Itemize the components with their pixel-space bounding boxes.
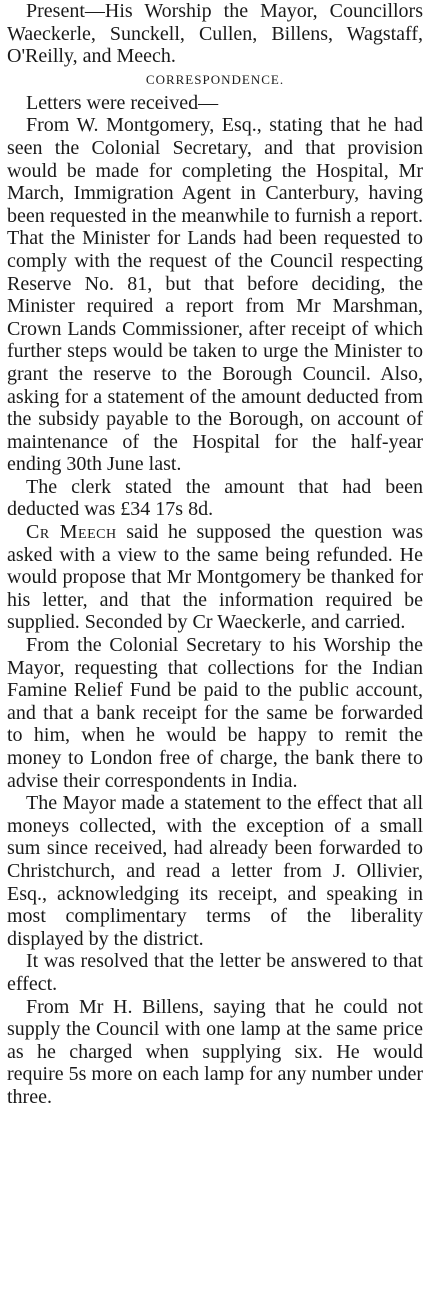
paragraph-resolution: It was resolved that the letter be answered to that effect.	[7, 950, 423, 995]
present-line: Present—His Worship the Mayor, Councillors Waeckerle, Sunckell, Cullen, Billens, Wagstaff, O'Reilly, and Meech.	[7, 0, 423, 68]
paragraph-cr-meech	[7, 521, 423, 634]
paragraph-clerk-statement: The clerk stated the amount that had been deducted was £34 17s 8d.	[7, 475, 423, 521]
paragraph-billens-letter: From Mr H. Billens, saying that he could not supply the Council with one lamp at the same price as he charged when supplying six. He would require 5s more on each lamp for any number under three.	[7, 995, 423, 1108]
paragraph-montgomery-letter: From W. Montgomery, Esq., stating that he had seen the Colonial Secretary, and that provision would be made for completing the Hospital, Mr March, Immigration Agent in Canterbury, having been requested in the meanwhile to furnish a report. That the Minister for Lands had been requested to comply with the request of the Council respecting Reserve No. 81, but that before deciding, the Minister required a report from Mr Marshman, Crown Lands Commissioner, after receipt of which further steps would be taken to urge the Minister to grant the reserve to the Borough Council. Also, asking for a statement of the amount deducted from the subsidy payable to the Borough, on account of maintenance of the Hospital for the half-year ending 30th June last.	[7, 114, 423, 476]
section-heading: CORRESPONDENCE.	[145, 71, 285, 87]
paragraph-text: said he supposed the question was asked with a view to the same being refunded. He would propose that Mr Montgomery be thanked for his letter, and that the information required be supplied. Seconded by Cr Waeckerle, and carried.	[7, 521, 423, 634]
paragraph-mayor-statement: The Mayor made a statement to the effect that all moneys collected, with the exception of a small sum since received, had already been forwarded to Christchurch, and read a letter from J. Ollivier, Esq., acknowledging its receipt, and speaking in most complimentary terms of the liberality displayed by the district.	[7, 792, 423, 950]
paragraph-letters-received: Letters were received—	[26, 91, 219, 114]
speaker-name: Cr Meech	[26, 521, 117, 544]
paragraph-colonial-secretary: From the Colonial Secretary to his Worship the Mayor, requesting that collections for the Indian Famine Relief Fund be paid to the public account, and that a bank receipt for the same be forwarded to him, when he would be happy to remit the money to London free of charge, the bank there to advise their correspondents in India.	[7, 634, 423, 792]
